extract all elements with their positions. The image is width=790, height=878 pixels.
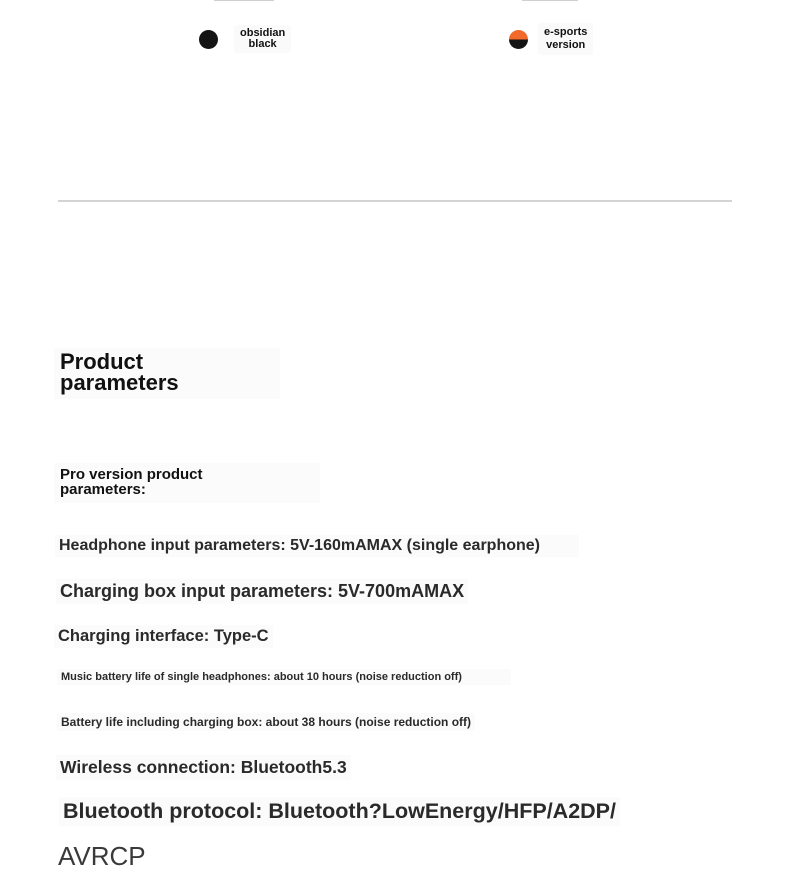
param-bluetooth-protocol: Bluetooth protocol: Bluetooth?LowEnergy/HFP/A2DP/ bbox=[59, 797, 620, 826]
top-crop-line-left bbox=[214, 0, 274, 1]
param-battery-life-with-box: Battery life including charging box: about 38 hours (noise reduction off) bbox=[57, 713, 475, 731]
param-charging-box-input: Charging box input parameters: 5V-700mAMAX bbox=[56, 579, 468, 604]
esports-version-label: e-sports version bbox=[538, 23, 593, 55]
section-divider bbox=[58, 200, 732, 202]
param-headphone-input: Headphone input parameters: 5V-160mAMAX (single earphone) bbox=[55, 535, 579, 557]
obsidian-black-label: obsidian black bbox=[234, 25, 291, 53]
esports-version-swatch bbox=[509, 30, 528, 49]
param-charging-interface: Charging interface: Type-C bbox=[54, 625, 273, 648]
section-title: Product parameters bbox=[54, 348, 280, 399]
color-option-esports-version[interactable] bbox=[509, 23, 593, 55]
obsidian-black-swatch bbox=[199, 30, 218, 49]
param-music-battery-life: Music battery life of single headphones: about 10 hours (noise reduction off) bbox=[57, 669, 511, 685]
section-subtitle: Pro version product parameters: bbox=[54, 463, 320, 503]
color-option-obsidian-black[interactable] bbox=[199, 25, 291, 53]
top-crop-line-right bbox=[522, 0, 578, 1]
param-bluetooth-protocol-continuation: AVRCP bbox=[58, 841, 146, 871]
param-wireless-connection: Wireless connection: Bluetooth5.3 bbox=[56, 755, 351, 780]
